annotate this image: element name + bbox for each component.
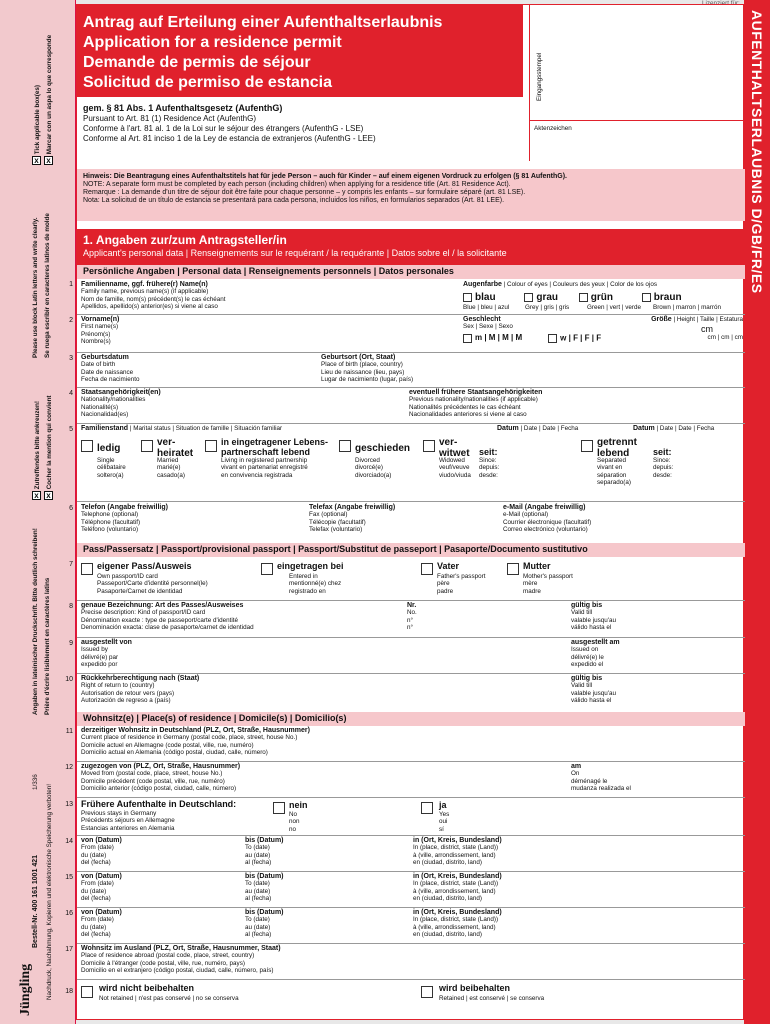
title-en: Application for a residence permit	[83, 34, 342, 51]
eye-grey-label: grau	[536, 292, 559, 303]
eye-blue-label: blau	[475, 292, 496, 303]
divorced-label: geschieden	[355, 443, 411, 454]
print-instruction-en: Please use block Latin letters and write clearly.	[32, 217, 39, 358]
entered-in-label: eingetragen bei	[277, 561, 344, 571]
left-side-bar	[0, 0, 76, 1024]
field-family-name[interactable]: Familienname, ggf. frühere(r) Name(n) Family name, previous name(s) (if applicable) Nom de famille, nom(s) précédent(s) le cas échéant Apellidos, apellido(s) anterior(es) si viene al caso	[81, 281, 226, 311]
tick-instruction-fr: Cocher la mention qui convient	[46, 395, 53, 490]
notice-de: Hinweis: Die Beantragung eines Aufenthaltstitels hat für jede Person – auch für Kinder – auf einem eigenen Vordruck zu erfolgen (§ 81 AufenthG).	[83, 173, 567, 180]
eye-brown-checkbox[interactable]	[642, 293, 651, 302]
field-nationality[interactable]: Staatsangehörigkeit(en) Nationality/nationalities Nationalité(s) Nacionalidad(es)	[81, 389, 161, 419]
title-de: Antrag auf Erteilung einer Aufenthaltserlaubnis	[83, 14, 443, 31]
notice-es: Nota: La solicitud de un título de estancia se presentará para cada persona, incluidos los niños, en formularios separados (Art. 81 LEE).	[83, 197, 505, 204]
eye-colour-group: Augenfarbe | Colour of eyes | Couleurs des yeux | Color de los ojos	[463, 281, 657, 288]
eye-grey-checkbox[interactable]	[524, 293, 533, 302]
divorced-checkbox[interactable]	[339, 440, 351, 452]
stay-2-place[interactable]: in (Ort, Kreis, Bundesland) In (place, district, state (Land)) à (ville, arrondissement, land) en (ciudad, distrito, land)	[413, 873, 502, 903]
entered-in-checkbox[interactable]	[261, 563, 273, 575]
legal-fr: Conforme à l'art. 81 al. 1 de la Loi sur le séjour des étrangers (AufenthG - LSE)	[83, 124, 364, 133]
notice-box	[77, 169, 745, 221]
field-issued-by[interactable]: ausgestellt von Issued by délivré(e) par expedido por	[81, 639, 132, 669]
previous-stays-question: Frühere Aufenthalte in Deutschland: Previous stays in Germany Précédents séjours en Allemagne Estancias anteriores en Alemania	[81, 799, 237, 832]
file-number-label: Aktenzeichen	[534, 125, 572, 132]
tick-instruction-en: Tick applicable box(es)	[34, 85, 41, 155]
stay-3-place[interactable]: in (Ort, Kreis, Bundesland) In (place, district, state (Land)) à (ville, arrondissement, land) en (ciudad, distrito, land)	[413, 909, 502, 939]
single-checkbox[interactable]	[81, 440, 93, 452]
field-current-residence[interactable]: derzeitiger Wohnsitz in Deutschland (PLZ, Ort, Straße, Hausnummer) Current place of residence in Germany (postal code, place, street, house No.) Domicile actuel en Allemagne (code postal, ville, rue, numéro) Domicilio actual en Alemania (código postal, ciudad, calle, número)	[81, 727, 310, 757]
previous-stays-no-label: nein	[289, 800, 308, 810]
field-passport-valid-till[interactable]: gültig bis Valid till valable jusqu'au válido hasta el	[571, 602, 616, 632]
stay-2-to[interactable]: bis (Datum) To (date) au (date) al (fecha)	[245, 873, 284, 903]
father-passport-label: Vater	[437, 561, 460, 571]
stay-1-from[interactable]: von (Datum) From (date) du (date) del (fecha)	[81, 837, 122, 867]
separated-label: getrennt lebend	[597, 437, 637, 459]
title-block	[77, 5, 523, 97]
marital-status-header: Familienstand | Marital status | Situation de famille | Situación familiar	[81, 425, 283, 432]
residence-band: Wohnsitz(e) | Place(s) of residence | Domicile(s) | Domicilio(s)	[77, 712, 745, 726]
partnership-label: in eingetragener Lebens- partnerschaft lebend	[221, 437, 329, 457]
married-checkbox[interactable]	[141, 440, 153, 452]
field-return-valid-till[interactable]: gültig bis Valid till valable jusqu'au válido hasta el	[571, 675, 616, 705]
not-retained-label: wird nicht beibehalten	[99, 983, 195, 993]
partnership-checkbox[interactable]	[205, 440, 217, 452]
field-passport-number[interactable]: Nr. No. n° n°	[407, 602, 417, 632]
previous-stays-no-checkbox[interactable]	[273, 802, 285, 814]
field-date-of-birth[interactable]: Geburtsdatum Date of birth Date de naissance Fecha de nacimiento	[81, 354, 140, 384]
own-passport-checkbox[interactable]	[81, 563, 93, 575]
own-passport-label: eigener Pass/Ausweis	[97, 561, 192, 571]
stay-2-from[interactable]: von (Datum) From (date) du (date) del (fecha)	[81, 873, 122, 903]
eye-green-checkbox[interactable]	[579, 293, 588, 302]
file-number-box[interactable]	[529, 121, 745, 161]
personal-data-band: Persönliche Angaben | Personal data | Renseignements personnels | Datos personales	[77, 265, 745, 279]
field-place-of-birth[interactable]: Geburtsort (Ort, Staat) Place of birth (place, country) Lieu de naissance (lieu, pays) Lugar de nacimiento (lugar, país)	[321, 354, 414, 384]
married-label: ver- heiratet	[157, 437, 194, 459]
copyright-note: Nachdruck, Nachahmung, Kopieren und elektronische Speicherung verboten!	[46, 784, 53, 1000]
legal-de: gem. § 81 Abs. 1 Aufenthaltsgesetz (AufenthG)	[83, 103, 283, 113]
print-instruction-fr: Prière d'écrire lisiblement en caractères latins	[44, 577, 51, 715]
tick-example-box: x	[44, 491, 53, 500]
stay-1-place[interactable]: in (Ort, Kreis, Bundesland) In (place, district, state (Land)) à (ville, arrondissement, land) en (ciudad, distrito, land)	[413, 837, 502, 867]
order-number: Bestell-Nr. 400 161 1001 421	[32, 854, 39, 948]
field-first-names[interactable]: Vorname(n) First name(s) Prénom(s) Nombre(s)	[81, 316, 120, 346]
field-fax[interactable]: Telefax (Angabe freiwillig) Fax (optional) Télécopie (facultatif) Telefax (voluntario)	[309, 504, 396, 534]
sex-female-checkbox[interactable]	[548, 334, 557, 343]
eye-brown-label: braun	[653, 292, 682, 303]
retained-checkbox[interactable]	[421, 986, 433, 998]
field-moved-on[interactable]: am On déménagé le mudanza realizada el	[571, 763, 631, 793]
previous-stays-yes-checkbox[interactable]	[421, 802, 433, 814]
field-moved-from[interactable]: zugezogen von (PLZ, Ort, Straße, Hausnummer) Moved from (postal code, place, street, house No.) Domicile précédent (code postal, ville, rue, numéro) Domicilio anterior (código postal, ciudad, calle, número)	[81, 763, 241, 793]
legal-basis	[83, 103, 523, 144]
section-1-header	[77, 229, 745, 265]
title-es: Solicitud de permiso de estancia	[83, 74, 332, 91]
single-label: ledig	[97, 443, 121, 454]
not-retained-checkbox[interactable]	[81, 986, 93, 998]
previous-stays-yes-label: ja	[439, 800, 447, 810]
passport-type-options: eigener Pass/Ausweis Own passport/ID card Passeport/Carte d'identité personnel(le) Pasaporte/Carnet de identidad eingetragen bei Entered in mentionné(e) chez registrado en Vater Father's passport père padre Mutter Mother's passport mère madre	[81, 560, 741, 598]
stay-3-from[interactable]: von (Datum) From (date) du (date) del (fecha)	[81, 909, 122, 939]
publisher-logo: Jüngling	[18, 963, 33, 1016]
notice-en: NOTE: A separate form must be completed by each person (including children) when applying for a residence title (Art. 81 Residence Act).	[83, 181, 511, 188]
tick-instruction-de: Zutreffendes bitte ankreuzen!	[34, 401, 41, 490]
sex-group: Geschlecht Sex | Sexe | Sexo m | M | M | M w | F | F | F	[463, 316, 602, 343]
widowed-checkbox[interactable]	[423, 440, 435, 452]
right-side-bar	[744, 0, 770, 1024]
stamp-label: Eingangsstempel	[536, 52, 543, 101]
widowed-label: ver- witwet	[439, 437, 470, 459]
mother-passport-label: Mutter	[523, 561, 551, 571]
form-sheet: Antrag auf Erteilung einer Aufenthaltserlaubnis Application for a residence permit Demande de permis de séjour Solicitud de permiso de estancia Eingangsstempel gem. § 81 Abs. 1 Aufenthaltsgesetz (AufenthG) Pursuant to Art. 81 (1) Residence Act (AufenthG) Conforme à l'art. 81 al. 1 de la Loi sur le séjour des étrangers (AufenthG - LSE) Conforme al Art. 81 inciso 1 de la Ley de estancia de extranjeros (AufenthG - LEE) Aktenzeichen Hinweis: Die Beantragung eines Aufenthaltstitels hat für jede Person – auch für Kinder – auf einem eigenen Vordruck zu erfolgen (§ 81 AufenthG). NOTE: A separate form must be completed by each person (including children) when applying for a residence title (Art. 81 Residence Act). Remarque : La demande d'un titre de séjour doit être faite pour chaque personne – y compris les enfants – sur formulaire séparé (art. 81 LSE). Nota: La solicitud de un título de estancia se presentará para cada persona, incluidos los niños, en formularios separados (Art. 81 LEE). 1. Angaben zur/zum Antragsteller/in Applicant's personal data | Renseignements sur le requérant / la requérante | Datos sobre el / la solicitante Persönliche Angaben | Personal data | Renseignements personnels | Datos personales 1 Familienname, ggf. frühere(r) Name(n) Family name, previous name(s) (if applicable) Nom de famille, nom(s) précédent(s) le cas échéant Apellidos, apellido(s) anterior(es) si viene al caso Augenfarbe | Colour of eyes | Couleurs des yeux | Color de los ojos blau grau grün braun Blue | bleu | azul Grey | gris | gris Green | vert | verde Brown | marron | marrón 2 Vorname(n) First name(s) Prénom(s) Nombre(s) Geschlecht Sex | Sexe | Sexo m | M | M | M w | F | F | F Größe | Height | Taille | Estatura cm cm | cm | cm 3 Geburtsdatum Date of birth Date de naissance Fecha de nacimiento Geburtsort (Ort, Staat) Place of birth (place, country) Lieu de naissance (lieu, pays) Lugar de nacimiento (lugar, país) 4 Staatsangehörigkeit(en) Nationality/nationalities Nationalité(s) Nacionalidad(es) eventuell frühere Staatsangehörigkeiten Previous nationality/nationalities (if applicable) Nationalités précédentes le cas échéant Nacionalidades anteriores si viene al caso 5 Familienstand | Marital status | Situation de famille | Situación familiar Datum | Date | Date | Fecha Datum | Date | Date | Fecha ledig Single célibataire soltero(a) ver- heiratet Married marié(e) casado(a) in eingetragener Lebens- partnerschaft lebend Living in registered partnership vivant en partenariat enregistré en convivencia registrada geschieden Divorced divorcé(e) divorciado(a) ver- witwet seit: Widowed veuf/veuve viudo/viuda Since: depuis: desde: getrennt lebend seit: Separated vivant en séparation separado(a) Since: depuis: desde: 6 Telefon (Angabe freiwillig) Telephone (optional) Téléphone (facultatif) Teléfono (voluntario) Telefax (Angabe freiwillig) Fax (optional) Télécopie (facultatif) Telefax (voluntario) e-Mail (Angabe freiwillig) e-Mail (optional) Courrier électronique (facultatif) Correo electrónico (voluntario) Pass/Passersatz | Passport/provisional passport | Passport/Substitut de passeport | Pasaporte/Documento sustitutivo 7 eigener Pass/Ausweis Own passport/ID card Passeport/Carte d'identité personnel(le) Pasaporte/Carnet de identidad eingetragen bei Entered in mentionné(e) chez registrado en Vater Father's passport père padre Mutter Mother's passport mère madre 8 genaue Bezeichnung: Art des Passes/Ausweises Precise description: Kind of passport/ID card Dénomination exacte : type de passeport/carte d'identité Denominación exacta: clase de pasaporte/carnet de identidad Nr. No. n° n° gültig bis Valid till valable jusqu'au válido hasta el 9 ausgestellt von Issued by délivré(e) par expedido por ausgestellt am Issued on délivré(e) le expedido el 10 Rückkehrberechtigung nach (Staat) Right of return to (country) Autorisation de retour vers (pays) Autorización de regreso a (país) gültig bis Valid till valable jusqu'au válido hasta el Wohnsitz(e) | Place(s) of residence | Domicile(s) | Domicilio(s) 11 derzeitiger Wohnsitz in Deutschland (PLZ, Ort, Straße, Hausnummer) Current place of residence in Germany (postal code, place, street, house No.) Domicile actuel en Allemagne (code postal, ville, rue, numéro) Domicilio actual en Alemania (código postal, ciudad, calle, número) 12 zugezogen von (PLZ, Ort, Straße, Hausnummer) Moved from (postal code, place, street, house No.) Domicile précédent (code postal, ville, rue, numéro) Domicilio anterior (código postal, ciudad, calle, número) am On déménagé le mudanza realizada el 13 Frühere Aufenthalte in Deutschland: Previous stays in Germany Précédents séjours en Allemagne Estancias anteriores en Alemania nein No non no ja Yes oui sí 14 von (Datum) From (date) du (date) del (fecha) bis (Datum) To (date) au (date) al (fecha) in (Ort, Kreis, Bundesland) In (place, district, state (Land)) à (ville, arrondissement, land) en (ciudad, distrito, land) 15 von (Datum) From (date) du (date) del (fecha) bis (Datum) To (date) au (date) al (fecha) in (Ort, Kreis, Bundesland) In (place, district, state (Land)) à (ville, arrondissement, land) en (ciudad, distrito, land) 16 von (Datum) From (date) du (date) del (fecha) bis (Datum) To (date) au (date) al (fecha) in (Ort, Kreis, Bundesland) In (place, district, state (Land)) à (ville, arrondissement, land) en (ciudad, distrito, land) 17 Wohnsitz im Ausland (PLZ, Ort, Straße, Hausnummer, Staat) Place of residence abroad (postal code, place, street, country) Domicile à l'étranger (code postal, ville, rue, numéro, pays) Domicilio en el extranjero (código postal, ciudad, calle, número, país) 18 wird nicht beibehalten Not retained | n'est pas conservé | no se conserva wird beibehalten Retained | est conservé | se conserva	[76, 4, 744, 1020]
field-previous-nationality[interactable]: eventuell frühere Staatsangehörigkeiten Previous nationality/nationalities (if applicable) Nationalités précédentes le cas échéant Nacionalidades anteriores si viene al caso	[409, 389, 543, 419]
field-residence-abroad[interactable]: Wohnsitz im Ausland (PLZ, Ort, Straße, Hausnummer, Staat) Place of residence abroad (postal code, place, street, country) Domicile à l'étranger (code postal, ville, rue, numéro, pays) Domicilio en el extranjero (código postal, ciudad, calle, número, país)	[81, 945, 281, 975]
height-field[interactable]: Größe | Height | Taille | Estatura cm cm | cm | cm	[651, 316, 743, 341]
form-code: 1/336	[32, 774, 39, 790]
print-instruction-es: Se ruega escribir en caracteres latinos de molde	[44, 213, 51, 358]
section-1-title: 1. Angaben zur/zum Antragsteller/in	[83, 233, 287, 247]
section-1-subtitle: Applicant's personal data | Renseignements sur le requérant / la requérante | Datos sobre el / la solicitante	[83, 248, 507, 258]
sex-male-checkbox[interactable]	[463, 334, 472, 343]
legal-en: Pursuant to Art. 81 (1) Residence Act (AufenthG)	[83, 114, 256, 123]
title-fr: Demande de permis de séjour	[83, 54, 311, 71]
field-issued-on[interactable]: ausgestellt am Issued on délivré(e) le expedido el	[571, 639, 620, 669]
passport-band: Pass/Passersatz | Passport/provisional passport | Passport/Substitut de passeport | Pasaporte/Documento sustitutivo	[77, 543, 745, 557]
tick-example-box: x	[32, 156, 41, 165]
field-passport-type[interactable]: genaue Bezeichnung: Art des Passes/Ausweises Precise description: Kind of passport/ID card Dénomination exacte : type de passeport/carte d'identité Denominación exacta: clase de pasaporte/carnet de identidad	[81, 602, 254, 632]
field-email[interactable]: e-Mail (Angabe freiwillig) e-Mail (optional) Courrier électronique (facultatif) Correo electrónico (voluntario)	[503, 504, 592, 534]
stamp-box	[529, 5, 745, 121]
eye-blue-checkbox[interactable]	[463, 293, 472, 302]
stay-1-to[interactable]: bis (Datum) To (date) au (date) al (fecha)	[245, 837, 284, 867]
tick-instruction-es: Marcar con un aspa lo que corresponde	[46, 34, 53, 155]
eye-green-label: grün	[590, 292, 614, 303]
print-instruction-de: Angaben in lateinischer Druckschrift. Bitte deutlich schreiben!	[32, 528, 39, 715]
stay-3-to[interactable]: bis (Datum) To (date) au (date) al (fecha)	[245, 909, 284, 939]
mother-passport-checkbox[interactable]	[507, 563, 519, 575]
tick-example-box: x	[44, 156, 53, 165]
father-passport-checkbox[interactable]	[421, 563, 433, 575]
notice-fr: Remarque : La demande d'un titre de séjour doit être faite pour chaque personne – y compris les enfants – sur formulaire séparé (art. 81 LSE).	[83, 189, 526, 196]
separated-checkbox[interactable]	[581, 440, 593, 452]
retained-label: wird beibehalten	[439, 983, 511, 993]
tick-example-box: x	[32, 491, 41, 500]
legal-es: Conforme al Art. 81 inciso 1 de la Ley de estancia de extranjeros (AufenthG - LEE)	[83, 134, 376, 143]
field-telephone[interactable]: Telefon (Angabe freiwillig) Telephone (optional) Téléphone (facultatif) Teléfono (voluntario)	[81, 504, 168, 534]
form-type-label: AUFENTHALTSERLAUBNIS D/GB/FR/ES	[749, 10, 765, 294]
field-right-of-return[interactable]: Rückkehrberechtigung nach (Staat) Right of return to (country) Autorisation de retour vers (pays) Autorización de regreso a (país)	[81, 675, 200, 705]
marital-status-options: ledig Single célibataire soltero(a) ver- heiratet Married marié(e) casado(a) in eingetragener Lebens- partnerschaft lebend Living in registered partnership vivant en partenariat enregistré en convivencia registrada geschieden Divorced divorcé(e) divorciado(a) ver- witwet seit: Widowed veuf/veuve viudo/viuda Since: depuis: desde: getrennt lebend seit: Separated vivant en séparation separado(a) Since: depuis: desde:	[81, 437, 741, 503]
